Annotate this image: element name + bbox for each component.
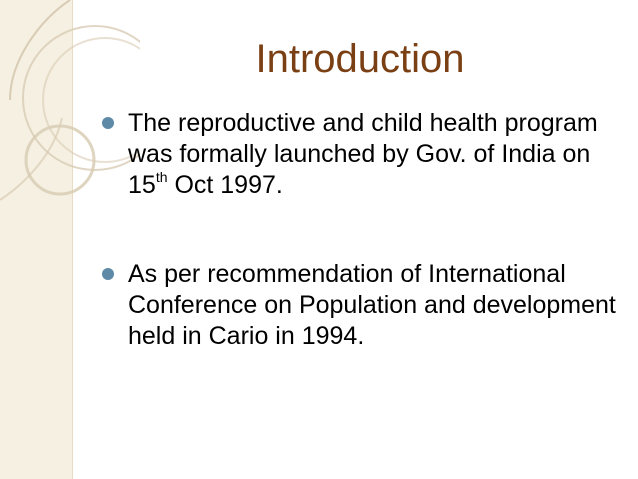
bullet-list [100,108,620,352]
slide-title: Introduction [255,37,465,81]
bullet-superscript: th [155,168,168,185]
bullet-item [100,108,620,201]
bullet-dot-icon [102,117,114,129]
bullet-item [100,259,620,352]
bullet-text-after: Oct 1997. [167,171,283,199]
bullet-text: The reproductive and child health program was formally launched by Gov. of India on 15 [128,109,598,199]
bullet-dot-icon [102,268,114,280]
bullet-text: As per recommendation of International Conference on Population and development held in Cario in 1994. [128,260,616,350]
